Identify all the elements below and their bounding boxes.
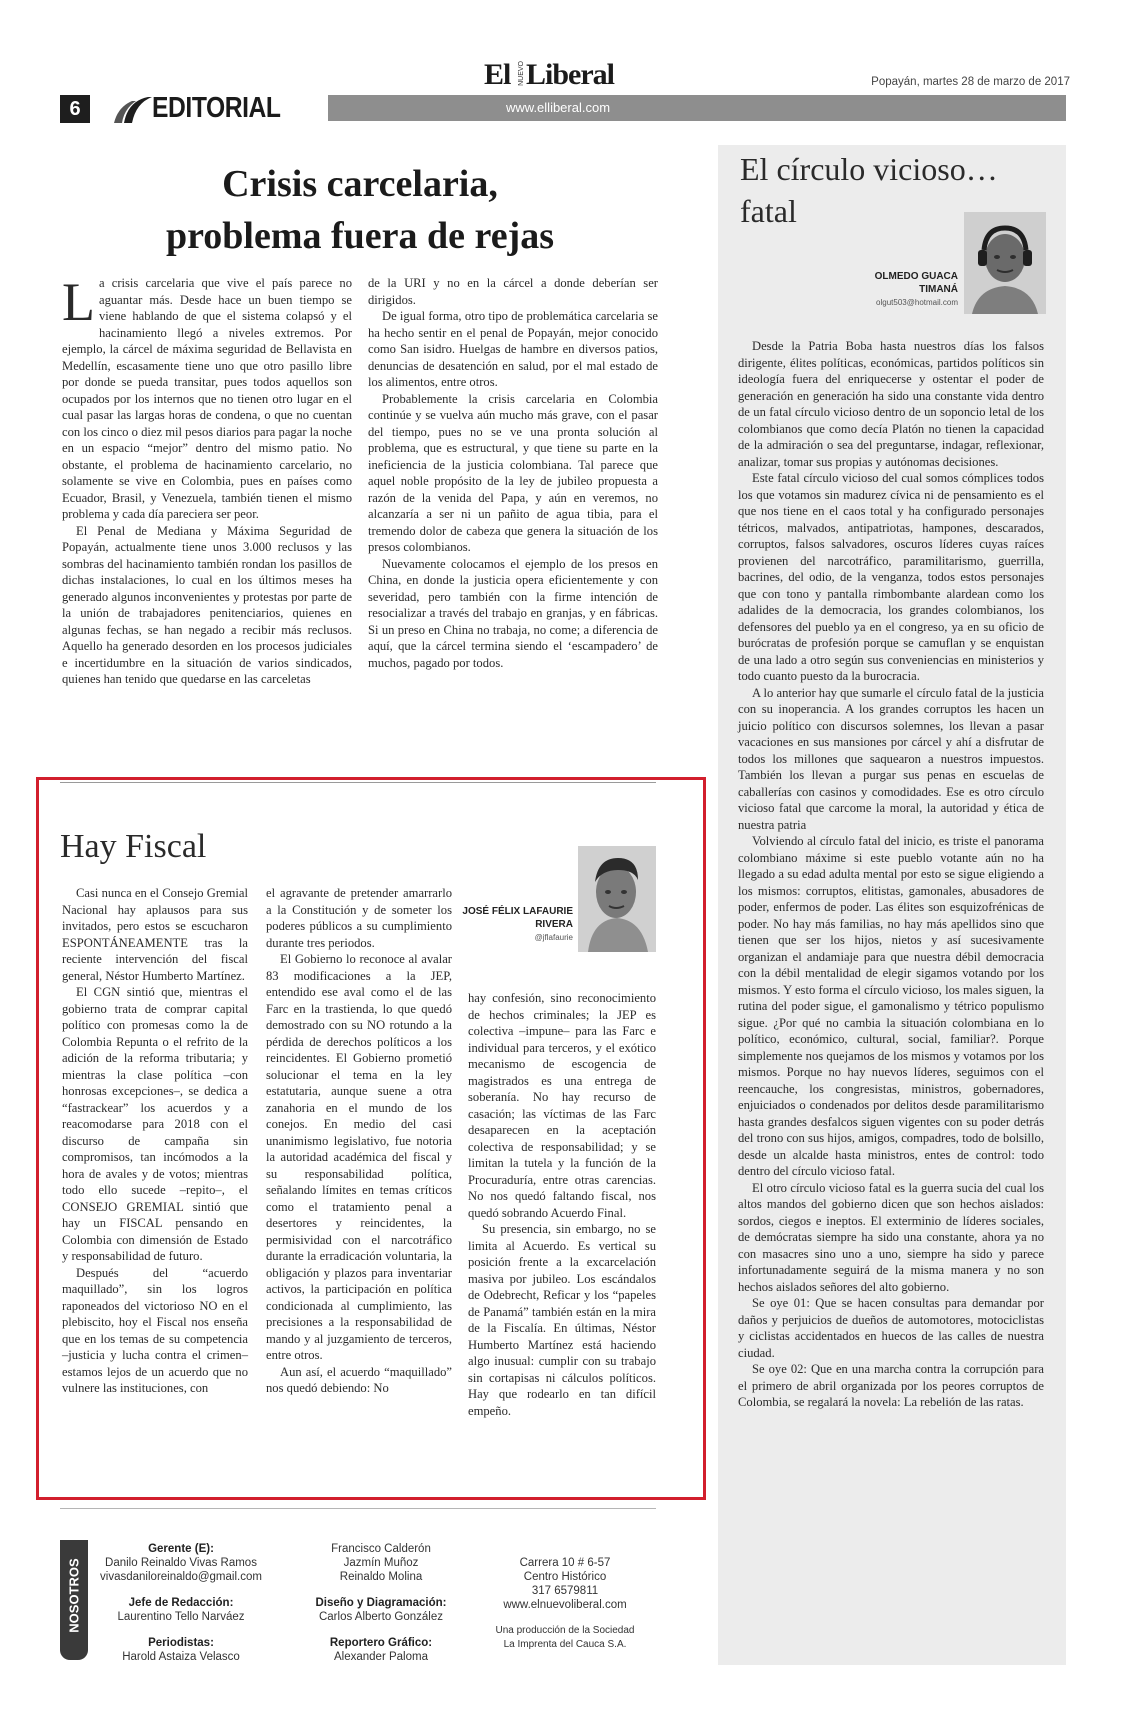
drop-cap: L (62, 272, 95, 332)
fiscal-author (458, 905, 573, 945)
editorial-title-line-2: problema fuera de rejas (165, 215, 555, 257)
editorial-paragraph: Probablemente la crisis carcelaria en Colombia continúe y se vuelva aún mucho más grave, con el pasar del tiempo, pues no se ve una pronta solución al problema, que es estructural, y que tiene su parte en la ineficiencia de la justicia colombiana. Tal parece que aquel noble propósito de la ley de jubileo propuesta a razón de la venida del Papa, y aún en veremos, no alcanzaría a ser ni un pañito de agua tibia, para el tremendo dolor de cabeza que genera la situación de los presos colombianos. (368, 391, 658, 554)
logo-el: El (484, 58, 511, 91)
fiscal-column-1 (62, 885, 248, 1397)
circulo-paragraph: Desde la Patria Boba hasta nuestros días los falsos dirigente, élites políticas, económicas, partidos políticos sin ideología fuera del enriquecerse y ostentar el poder de generación en generación ha sido una constante vida dentro de un fatal círculo vicioso dentro de un soponcio letal de los colombianos que como decía Platón no tienen la capacidad de la admiración o sea del preguntarse, indagar, reflexionar, analizar, tomar sus propias y autónomas decisiones. (738, 339, 1044, 469)
fiscal-title: Hay Fiscal (60, 828, 207, 865)
phone: 317 6579811 (531, 1585, 599, 1597)
editorial-column-1 (62, 272, 352, 688)
circulo-paragraph: A lo anterior hay que sumarle el círculo fatal de la justicia con su inoperancia. A los grandes corruptos les hacen un juicio político con discursos solemnes, los llevan a pasar vacaciones en sus mansiones por cárcel y ahí a disfrutar de todos los millones que saquearon a nuestros impuestos. También los llevan a purgar sus penas en escuelas de caballerías con casinos y comodidades. Ese es otro círculo vicioso fatal que carcome la moral, la autoridad y ética de nuestra patria (738, 685, 1044, 832)
diseno-title: Diseño y Diagramación: (315, 1597, 447, 1609)
fiscal-paragraph: El Gobierno lo reconoce al avalar 83 modificaciones a la JEP, entendido ese aval como el de las Farc en la trastienda, lo que quedó demostrado con su NO rotundo a la pérdida de derechos políticos a los reincidentes. El Gobierno prometió solucionar el tema en la ley estatutaria, aunque suene a otra zanahoria en el mundo de los conejos. En medio del casi unanimismo legislativo, fue notoria la autoridad académica del fiscal y su responsabilidad política, señalando límites en temas críticos como el tratamiento penal a desertores y reincidentes, la permisividad con el narcotráfico durante la erradicación voluntaria, la obligación y plazos para inventariar activos, la participación en política condicionada al cumplimiento, las precisiones a la responsabilidad de mando y al juzgamiento de terceros, entre otros. (266, 952, 452, 1362)
fiscal-column-2 (266, 885, 452, 1397)
editorial-title-line-1: Crisis carcelaria, (222, 163, 498, 205)
editorial-column-2 (368, 275, 658, 671)
editorial-paragraph: La crisis carcelaria que vive el país parece no aguantar más. Desde hace un buen tiempo se viene hablando de que el sistema colapsó y el hacinamiento llegó a niveles extremos. Por ejemplo, la cárcel de máxima seguridad de Bellavista en Medellín, escasamente tiene uno que otro pasillo libre por donde se pueda transitar, pues todos aquellos son ocupados por los internos que no tienen otro lugar en el cual pasar las largas horas de condena, o que no cuentan con los cinco o diez mil pesos diarios para pagar la noche en un espacio “mejor” dentro del mismo patio. No obstante, el problema de hacinamiento carcelario, no solamente se vive en Colombia, pues en países como Ecuador, Brasil, y Venezuela, también tienen el mismo problema y cada día pareciera ser peor. (62, 272, 352, 521)
editorial-paragraph: Nuevamente colocamos el ejemplo de los presos en China, en donde la justicia opera eficientemente y con severidad, pero también con la firme intención de resocializar a través del trabajo en granjas, y en fábricas. Si un preso en China no trabaja, no come; a diferencia de aquí, que la cárcel termina siendo el ‘escampadero’ de muchos, pagado por todos. (368, 556, 658, 670)
gerente-title: Gerente (E): (148, 1543, 214, 1555)
staff-tab (60, 1540, 88, 1660)
staff-col-3 (490, 1556, 640, 1652)
staff-tab-label: NOSOTROS (66, 1558, 82, 1633)
fiscal-author-handle: @jflafaurie (534, 933, 573, 942)
periodistas-name: Harold Astaiza Velasco (122, 1651, 240, 1663)
production-line-1: Una producción de la Sociedad (495, 1625, 635, 1636)
editorial-paragraph: de la URI y no en la cárcel a donde deberían ser dirigidos. (368, 276, 658, 307)
dateline: Popayán, martes 28 de marzo de 2017 (871, 76, 1070, 88)
jefe-title: Jefe de Redacción: (128, 1597, 234, 1609)
diseno-name: Carlos Alberto González (318, 1611, 443, 1623)
address-line-1: Carrera 10 # 6-57 (519, 1557, 611, 1569)
staff-top-rule (60, 1508, 656, 1509)
editorial-paragraph: De igual forma, otro tipo de problemática carcelaria se ha hecho sentir en el penal de Popayán, mejor conocido como San isidro. Huelgas de hambre en diversos patios, denuncias de desatención en salud, por el mal estado de los alimentos, entre otros. (368, 309, 658, 389)
reportero-title: Reportero Gráfico: (329, 1637, 433, 1649)
section-swoosh-icon (114, 95, 154, 123)
staff-col-1 (96, 1542, 266, 1664)
staff-name-1: Francisco Calderón (331, 1543, 431, 1555)
masthead (484, 58, 644, 92)
fiscal-top-rule (60, 782, 656, 783)
circulo-title-line-1: El círculo vicioso… (740, 151, 998, 187)
circulo-paragraph: El otro círculo vicioso fatal es la guerra sucia del cual los altos mandos del gobierno dicen que son hechos aislados: sordos, ciegos e ineptos. El exterminio de líderes sociales, de demócratas siempre ha sido una constante, ahora ya no con masacres sino uno a uno, siempre ha sido y parece infortunadamente seguirá de la misma manera y no son hechos aislados señores del alto gobierno. (738, 1180, 1044, 1294)
circulo-author-name-1: OLMEDO GUACA (874, 271, 958, 282)
circulo-body (738, 338, 1044, 1411)
staff-name-2: Jazmín Muñoz (343, 1557, 419, 1569)
gerente-name: Danilo Reinaldo Vivas Ramos (105, 1557, 257, 1569)
circulo-paragraph: Se oye 01: Que se hacen consultas para demandar por daños y perjuicios de dueños de automotores, motociclistas y ciclistas accidentados en huecos de las calles de nuestra ciudad. (738, 1296, 1044, 1360)
circulo-author (820, 270, 958, 310)
logo-liberal: Liberal (526, 58, 614, 91)
fiscal-paragraph: Su presencia, sin embargo, no se limita al Acuerdo. Es vertical su posición frente a la excarcelación masiva por jubileo. Los escándalos de Odebrecht, Reficar y los “papeles de Panamá” también están en la mira de la Fiscalía. En últimas, Néstor Humberto Martínez está haciendo algo inusual: cumplir con su trabajo sin cortapisas ni cálculos políticos. Hay que rodearlo en tan difícil empeño. (468, 1222, 656, 1418)
fiscal-paragraph: Después del “acuerdo maquillado”, sin los logros raponeados del victorioso NO en el plebiscito, hoy el Fiscal nos enseña que en los temas de su competencia –justicia y lucha contra el crimen– estamos lejos de un acuerdo que no vulnere las instituciones, con (62, 1265, 248, 1395)
circulo-author-photo (964, 212, 1046, 314)
circulo-paragraph: Se oye 02: Que en una marcha contra la corrupción para el primero de abril organizada por los peores corruptos de Colombia, se regalará la novela: La rebelión de las ratas. (738, 1362, 1044, 1409)
circulo-author-name-2: TIMANÁ (919, 284, 958, 295)
editorial-title (60, 158, 660, 262)
page-number: 6 (60, 95, 90, 123)
fiscal-paragraph: Aun así, el acuerdo “maquillado” nos quedó debiendo: No (266, 1364, 452, 1395)
address-line-2: Centro Histórico (523, 1571, 607, 1583)
production-line-2: La Imprenta del Cauca S.A. (503, 1639, 627, 1650)
website-url: www.elliberal.com (506, 100, 611, 115)
fiscal-column-3 (468, 990, 656, 1419)
circulo-paragraph: Este fatal círculo vicioso del cual somos cómplices todos los que votamos sin madurez cívica ni de pensamiento es el que nos tiene en el caos total y ha configurado personajes tétricos, malvados, antipatriotas, hampones, descarados, corruptos, falsos salvadores, oscuros líderes cuyas raíces provienen del narcotráfico, paramilitarismo, guerrilla, bacrines, del odio, de la venganza, todos estos personajes que con tono y pantalla rimbombante alardean como los adalides de la democracia, los grandes colombianos, los defensores del pueblo ya en el congreso, ya en su oficio de burócratas de profesión porque se camuflan y se enquistan de una lado a otro según sus conveniencias en ministerios y todo cuanto puesto da la burocracia. (738, 471, 1044, 683)
header-bar (328, 95, 1066, 121)
staff-name-3: Reinaldo Molina (339, 1571, 423, 1583)
circulo-paragraph: Volviendo al círculo fatal del inicio, es triste el panorama colombiano máxime si este pueblo votante aún no ha llegado a su edad adulta mental por esto se sigue eligiendo a los mismos: corruptos, elitistas, gamonales, abusadores de poder, enfermos de poder. Las élites son esquizofrénicas de poder. No hay más familias, no hay más apellidos sino que tienen que ser los hijos, nietos y así sucesivamente organizan el andamiaje para que nuestra débil democracia con la débil mentalidad de elegir sigamos votando por los mismos. Y esto forma el círculo vicioso, los males siguen, la rutina del poder sigue, el gamonalismo y tétrico populismo sigue. ¿Por qué no cambia la situación colombiana en lo político, económico, cultural, social, familiar?. Porque simplemente nos quejamos de los mismos y votamos por los mismos. Porque no hay nuevos líderes, seguimos con el reencauche, los congresistas, ministros, gobernadores, enjuiciados o condenados por delitos desde paramilitarismo hasta grandes desfalcos siguen vigentes con su poder detrás del trono con sus hijos, amigos, compadres, todo de bolsillo, desde un alcalde hasta ministros, entes de control: todo dentro del círculo vicioso fatal. (738, 834, 1044, 1178)
fiscal-paragraph: el agravante de pretender amarrarlo a la Constitución y de someter los poderes públicos a su cumplimiento durante tres periodos. (266, 886, 452, 950)
staff-col-2 (296, 1542, 466, 1664)
reportero-name: Alexander Paloma (334, 1651, 428, 1663)
editorial-paragraph: El Penal de Mediana y Máxima Seguridad de Popayán, actualmente tiene unos 3.000 reclusos y las sombras del hacinamiento también rondan los pasillos de dichas instalaciones, lo cual en los últimos meses ha generado algunos inconvenientes y protestas por parte de la unión de trabajadores penitenciarios, quienes en algunas fechas, se han negado a recibir más reclusos. Aquello ha generado desorden en los procesos judiciales e incertidumbre en la situación de varios sindicados, quienes han tenido que quedarse en las carceletas (62, 523, 352, 686)
logo-nuevo: NUEVO (518, 61, 525, 86)
gerente-email: vivasdaniloreinaldo@gmail.com (100, 1571, 262, 1583)
periodistas-title: Periodistas: (148, 1637, 214, 1649)
section-title: EDITORIAL (152, 92, 281, 124)
fiscal-author-name-2: RIVERA (535, 919, 573, 930)
fiscal-author-name-1: JOSÉ FÉLIX LAFAURIE (462, 906, 573, 917)
fiscal-paragraph: El CGN sintió que, mientras el gobierno trata de comprar capital político con promesas como la de Colombia Repunta o el refrito de la adición de la reforma tributaria; y mientras la clase política –con honrosas excepciones–, se dedica a “fastrackear” los acuerdos y a reacomodarse para 2018 con el discurso de campaña sin compromisos, tan incómodos a la hora de avales y de votos; mientras todo ello sucede –repito–, el CONSEJO GREMIAL sintió que hay un FISCAL pensando en Colombia con dimensión de Estado y responsabilidad de futuro. (62, 985, 248, 1263)
fiscal-author-photo (578, 846, 656, 952)
circulo-author-email: olgut503@hotmail.com (876, 298, 958, 307)
website-link[interactable]: www.elnuevoliberal.com (503, 1599, 627, 1611)
fiscal-paragraph: hay confesión, sino reconocimiento de hechos criminales; la JEP es colectiva –impune– para las Farc e individual para terceros, y el exótico mecanismo de escogencia de magistrados es una entrega de soberanía. No hay recurso de casación; las víctimas de las Farc desaparecen en la aceptación colectiva de responsabilidad; y se limitan la tutela y la función de la Procuraduría, entre otras carencias. No nos quedó faltando fiscal, nos quedó sobrando Acuerdo Final. (468, 991, 656, 1220)
jefe-name: Laurentino Tello Narváez (117, 1611, 245, 1623)
fiscal-paragraph: Casi nunca en el Consejo Gremial Nacional hay aplausos para sus invitados, pero estos se escucharon ESPONTÁNEAMENTE tras la reciente intervención del fiscal general, Néstor Humberto Martínez. (62, 886, 248, 983)
circulo-title-line-2: fatal (740, 193, 797, 229)
